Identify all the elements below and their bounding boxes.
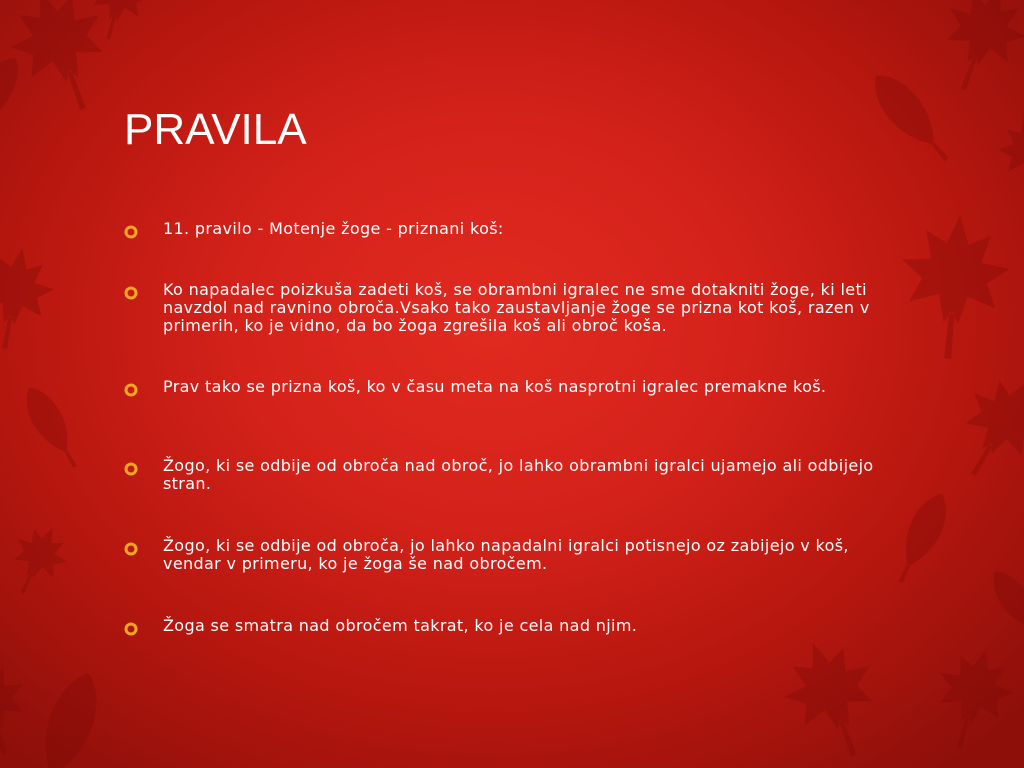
hollow-circle-bullet-icon [124,622,138,636]
hollow-circle-bullet-icon [124,462,138,476]
hollow-circle-bullet-icon [124,542,138,556]
bullet-item [124,457,904,493]
bullet-text: Prav tako se prizna koš, ko v času meta na koš nasprotni igralec premakne koš. [163,377,827,396]
bullet-text: Ko napadalec poizkuša zadeti koš, se obrambni igralec ne sme dotakniti žoge, ki leti navzdol nad ravnino obroča.Vsako tako zaustavljanje žoge se prizna kot koš, razen v primerih, ko je vidno, da bo žoga zgrešila koš ali obroč koša. [163,280,870,335]
bullet-text: 11. pravilo - Motenje žoge - priznani koš: [163,219,504,238]
bullet-text: Žogo, ki se odbije od obroča, jo lahko napadalni igralci potisnejo oz zabijejo v koš, vendar v primeru, ko je žoga še nad obročem. [163,536,849,573]
hollow-circle-bullet-icon [124,286,138,300]
hollow-circle-bullet-icon [124,225,138,239]
bullet-item [124,378,904,396]
bullet-item [124,281,904,335]
hollow-circle-bullet-icon [124,383,138,397]
bullet-item [124,220,904,238]
bullet-text: Žoga se smatra nad obročem takrat, ko je cela nad njim. [163,616,638,635]
bullet-text: Žogo, ki se odbije od obroča nad obroč, jo lahko obrambni igralci ujamejo ali odbijejo stran. [163,456,874,493]
bullet-item [124,537,904,573]
slide-title: PRAVILA [124,105,307,154]
bullet-item [124,617,904,635]
